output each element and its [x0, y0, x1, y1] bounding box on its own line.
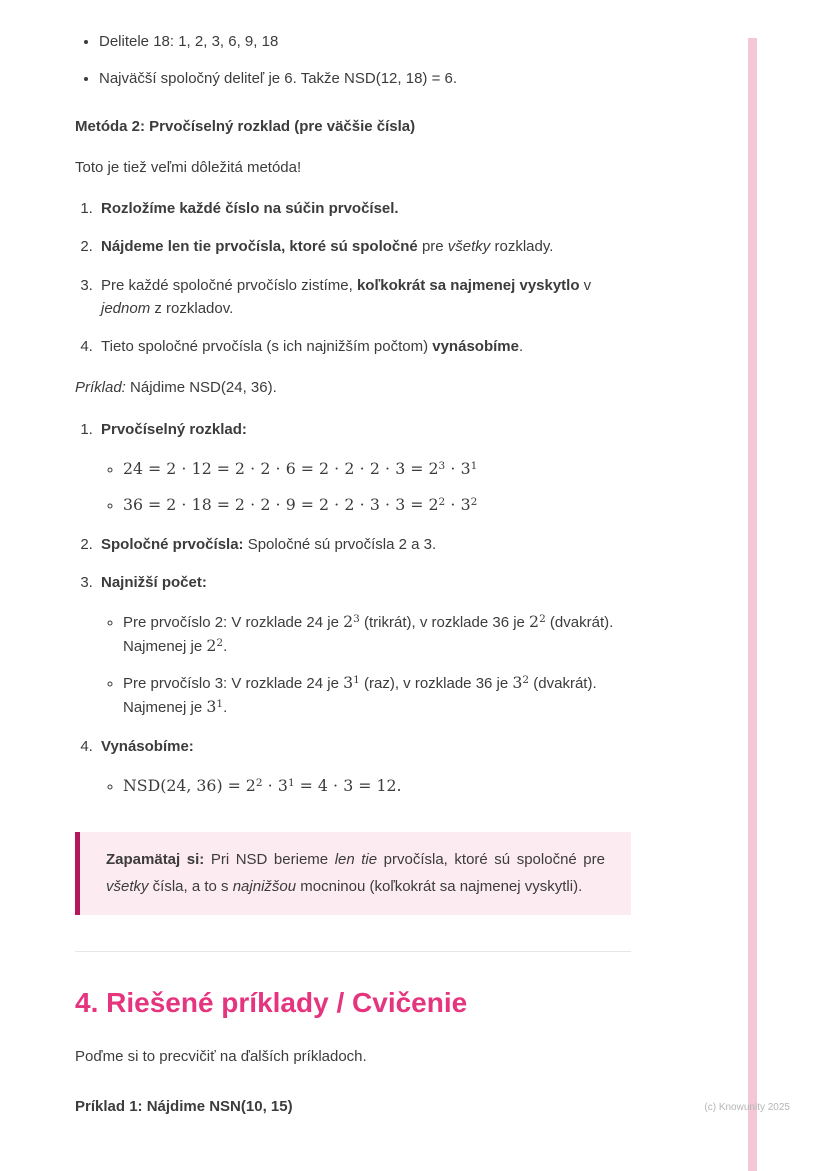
math-line [123, 493, 631, 517]
step-label: Prvočíselný rozklad: [101, 420, 247, 438]
step-text: Rozložíme každé číslo na súčin prvočísel. [101, 200, 399, 217]
method-steps-list [75, 197, 631, 358]
method-step [97, 235, 631, 258]
math-text: $36 = 2 \cdot 18 = 2 \cdot 2 \cdot 9 = 2 \cdot 2 \cdot 3 \cdot 3 = 2^2 \cdot 3^2$ [123, 495, 478, 515]
step-text: Nájdeme len tie prvočísla, ktoré sú spoločné pre všetky rozklady. [101, 238, 554, 256]
list-item [99, 67, 631, 90]
step-label: Spoločné prvočísla: Spoločné sú prvočísla 2 a 3. [101, 535, 437, 553]
math-text: $24 = 2 \cdot 12 = 2 \cdot 2 \cdot 6 = 2 \cdot 2 \cdot 2 \cdot 3 = 2^3 \cdot 3^1$ [123, 458, 478, 478]
math-line [123, 774, 631, 798]
watermark: (c) Knowunity 2025 [704, 1102, 790, 1113]
solution-step [97, 418, 631, 518]
example-intro-text: Príklad: Nájdime NSD(24, 36). [75, 379, 277, 397]
step-label: Najnižší počet: [101, 573, 207, 591]
solution-steps-list [75, 418, 631, 799]
list-item-text: Najväčší spoločný deliteľ je 6. Takže NSD(12, 18) = 6. [99, 70, 458, 88]
list-item [123, 671, 631, 720]
step-text: Pre každé spoločné prvočíslo zistíme, koľkokrát sa najmenej vyskytlo v jednom z rozkladov. [101, 276, 592, 317]
list-item [123, 610, 631, 659]
list-item-text: Pre prvočíslo 2: V rozklade 24 je $2^3$ (trikrát), v rozklade 36 je $2^2$ (dvakrát). Najmenej je $2^2$. [123, 612, 614, 656]
lowest-count-list [101, 610, 631, 720]
section-heading: 4. Riešené príklady / Cvičenie [75, 986, 468, 1018]
intro-paragraph: Toto je tiež veľmi dôležitá metóda! [75, 158, 302, 176]
list-item [99, 30, 631, 53]
example1-heading: Príklad 1: Nájdime NSN(10, 15) [75, 1097, 293, 1115]
callout-text: Zapamätaj si: Pri NSD berieme len tie prvočísla, ktoré sú spoločné pre všetky čísla, a to s najnižšou mocninou (koľkokrát sa najmenej vyskytli). [106, 851, 605, 895]
method-step [97, 197, 631, 220]
divisor-bullet-list [75, 30, 631, 91]
solution-step [97, 571, 631, 720]
step-label: Vynásobíme: [101, 737, 194, 755]
solution-step [97, 533, 631, 556]
solution-step [97, 735, 631, 799]
list-item-text: Delitele 18: 1, 2, 3, 6, 9, 18 [99, 33, 279, 50]
method-step [97, 335, 631, 358]
math-line [123, 457, 631, 481]
factorization-list [101, 457, 631, 518]
math-text: NSD(24, $36) = 2^2 \cdot 3^1 = 4 \cdot 3 = 12$. [123, 775, 402, 795]
result-list [101, 774, 631, 798]
step-text: Tieto spoločné prvočísla (s ich najnižším počtom) vynásobíme. [101, 338, 524, 355]
section-divider [75, 951, 631, 952]
practice-intro: Poďme si to precvičiť na ďalších príkladoch. [75, 1048, 367, 1066]
method-step [97, 274, 631, 321]
example-intro [75, 376, 631, 399]
list-item-text: Pre prvočíslo 3: V rozklade 24 je $3^1$ (raz), v rozklade 36 je $3^2$ (dvakrát). Najmenej je $3^1$. [123, 672, 597, 717]
page-edge-stripe [748, 38, 757, 1171]
callout-box [75, 832, 631, 915]
method2-heading: Metóda 2: Prvočíselný rozklad (pre väčšie čísla) [75, 117, 416, 135]
document-content [75, 16, 631, 1118]
